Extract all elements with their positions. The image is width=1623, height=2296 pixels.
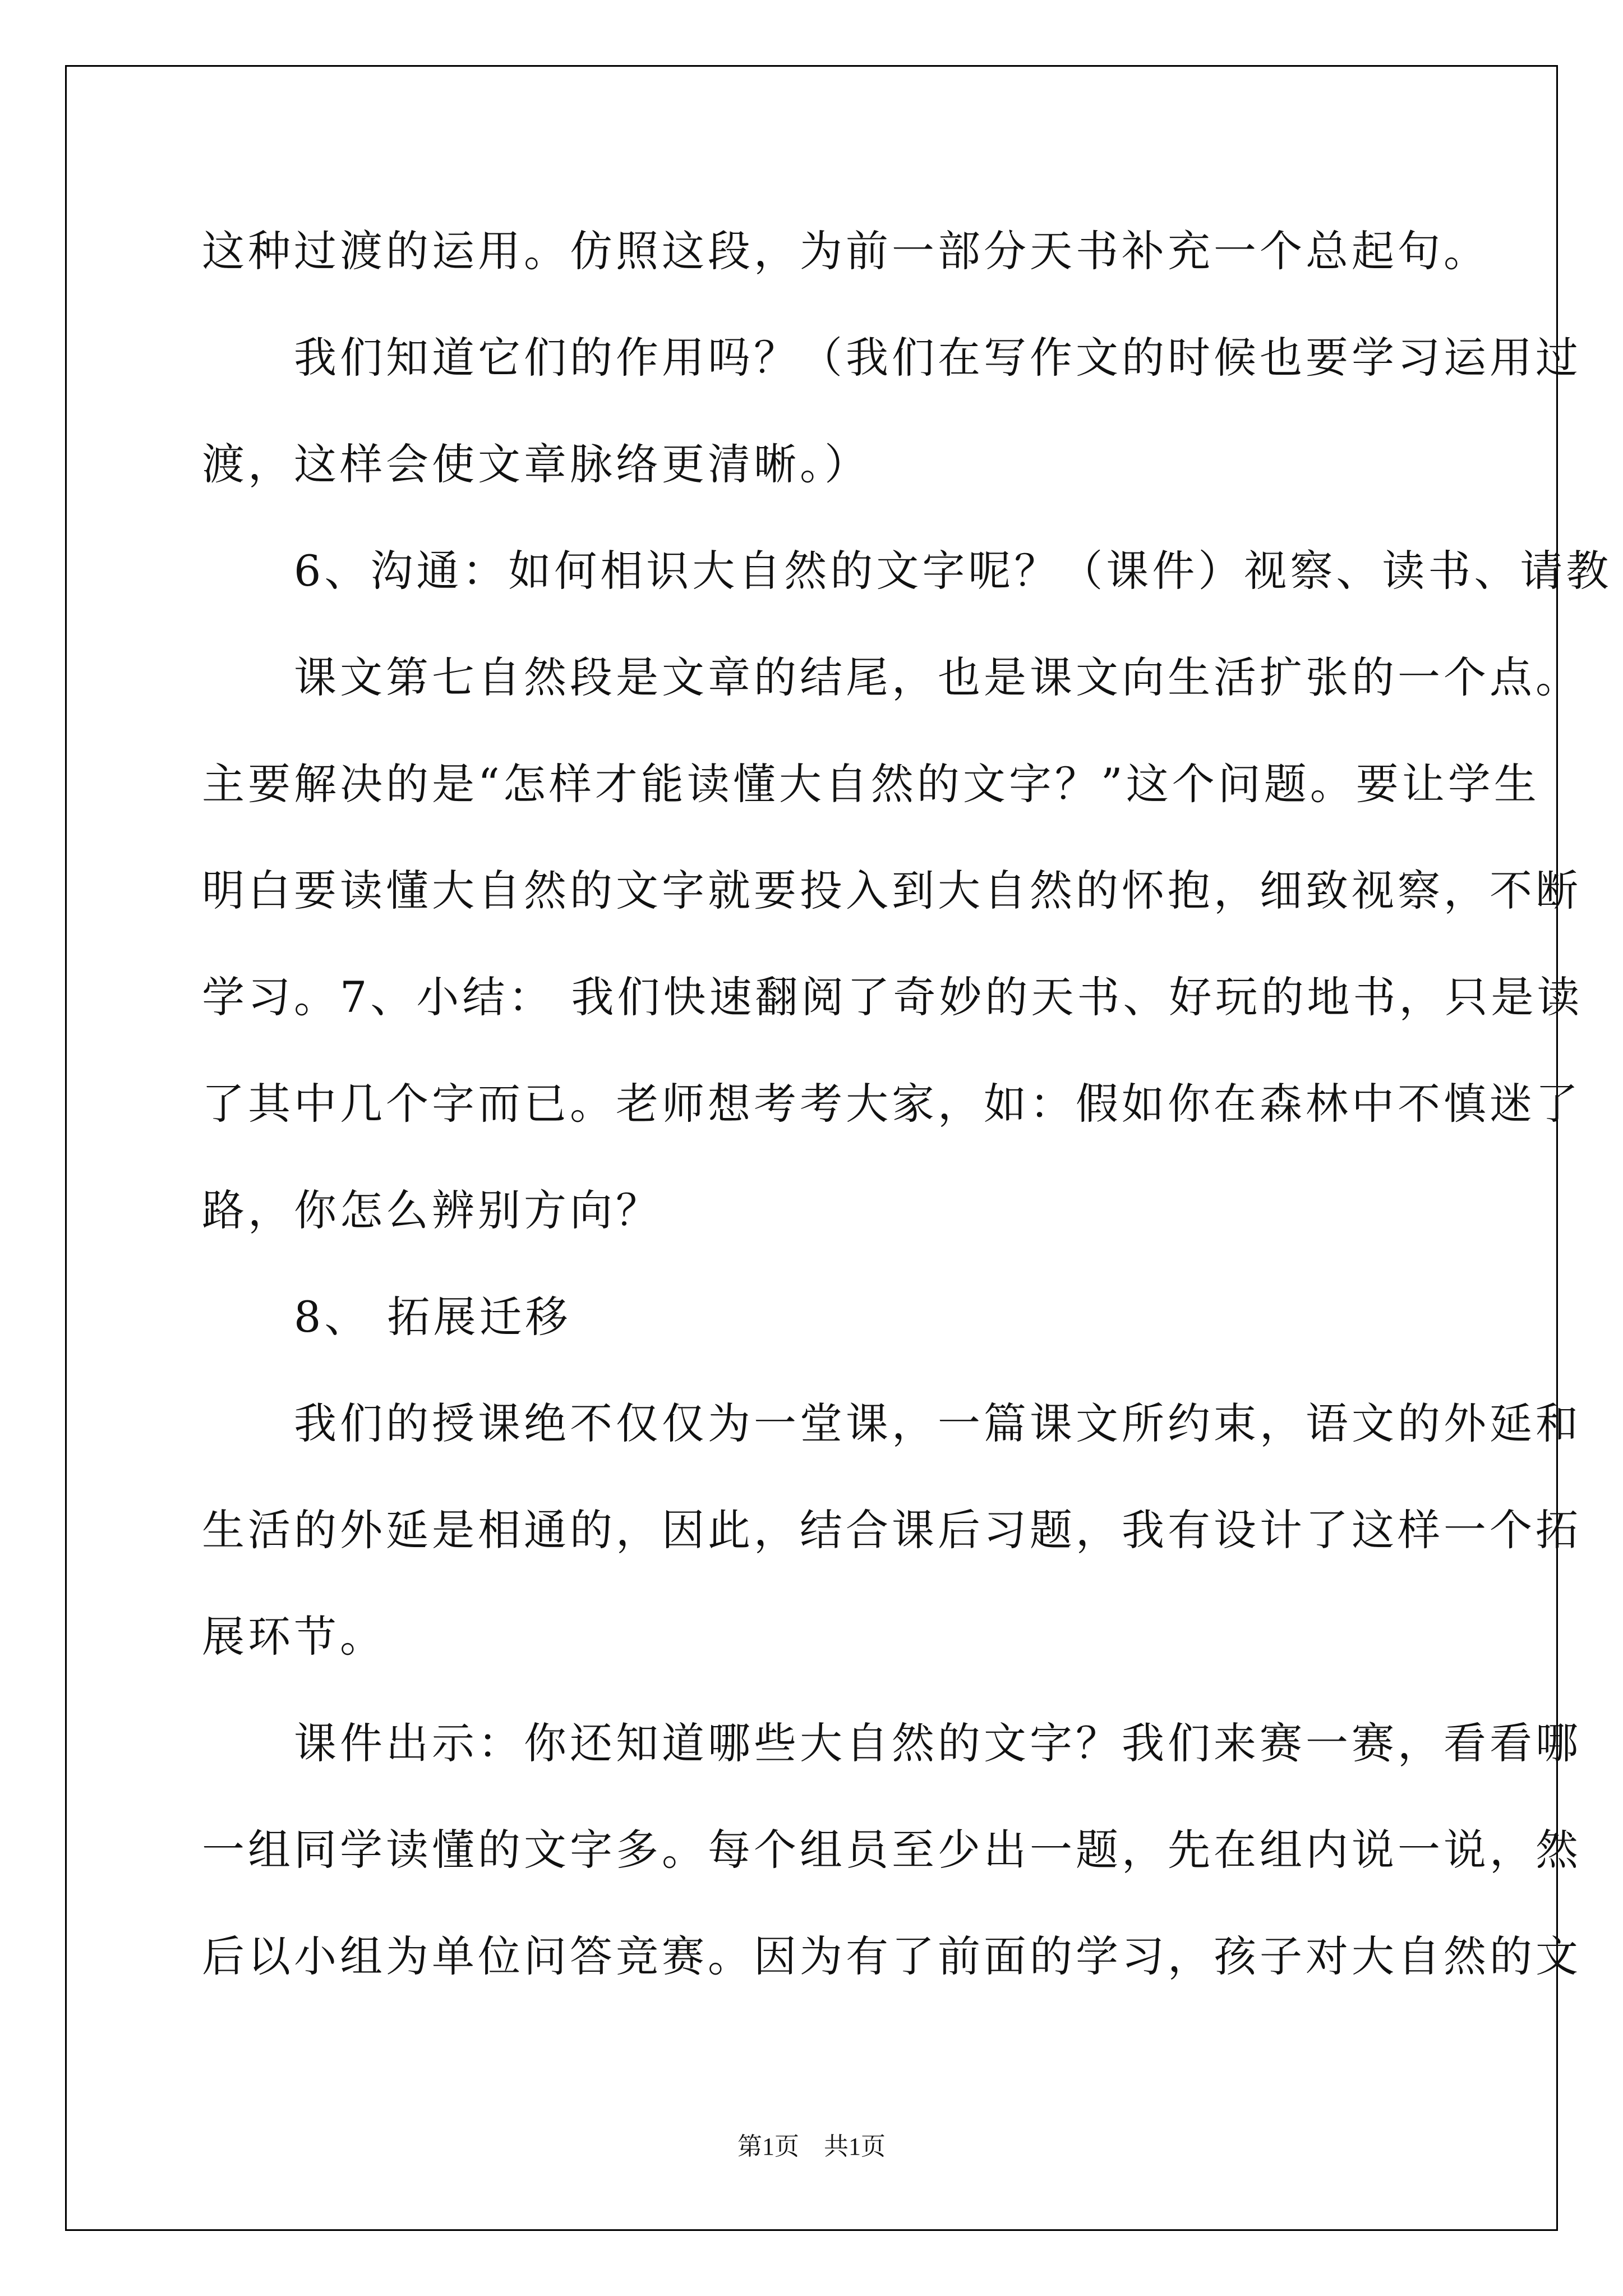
text-line: 展环节。 (202, 1612, 386, 1662)
text-line: 8、 拓展迁移 (202, 1292, 571, 1342)
page-number-footer: 第1页 共1页 (737, 2133, 886, 2160)
page-border (65, 65, 1612, 2231)
text-line: 这种过渡的运用。仿照这段，为前一部分天书补充一个总起句。 (202, 226, 1490, 276)
text-line: 我们知道它们的作用吗？（我们在写作文的时候也要学习运用过 (202, 333, 1581, 383)
text-line: 路，你怎么辨别方向？ (202, 1185, 662, 1235)
text-line: 主要解决的是“怎样才能读懂大自然的文字？”这个问题。要让学生 (202, 759, 1540, 809)
text-line: 了其中几个字而已。老师想考考大家，如：假如你在森林中不慎迷了 (202, 1079, 1581, 1129)
text-line: 课件出示：你还知道哪些大自然的文字？我们来赛一赛，看看哪 (202, 1718, 1581, 1768)
text-line: 6、沟通：如何相识大自然的文字呢？（课件）视察、读书、请教 (202, 546, 1612, 596)
text-line: 渡，这样会使文章脉络更清晰。） (202, 439, 870, 489)
text-line: 后以小组为单位问答竞赛。因为有了前面的学习，孩子对大自然的文 (202, 1931, 1581, 1981)
text-line: 学习。7、小结： 我们快速翻阅了奇妙的天书、好玩的地书，只是读 (202, 972, 1583, 1022)
text-line: 一组同学读懂的文字多。每个组员至少出一题，先在组内说一说，然 (202, 1825, 1581, 1875)
text-line: 我们的授课绝不仅仅为一堂课，一篇课文所约束，语文的外延和 (202, 1398, 1581, 1448)
text-line: 明白要读懂大自然的文字就要投入到大自然的怀抱，细致视察，不断 (202, 866, 1581, 915)
text-line: 课文第七自然段是文章的结尾，也是课文向生活扩张的一个点。 (202, 652, 1581, 702)
text-line: 生活的外延是相通的，因此，结合课后习题，我有设计了这样一个拓 (202, 1505, 1581, 1555)
